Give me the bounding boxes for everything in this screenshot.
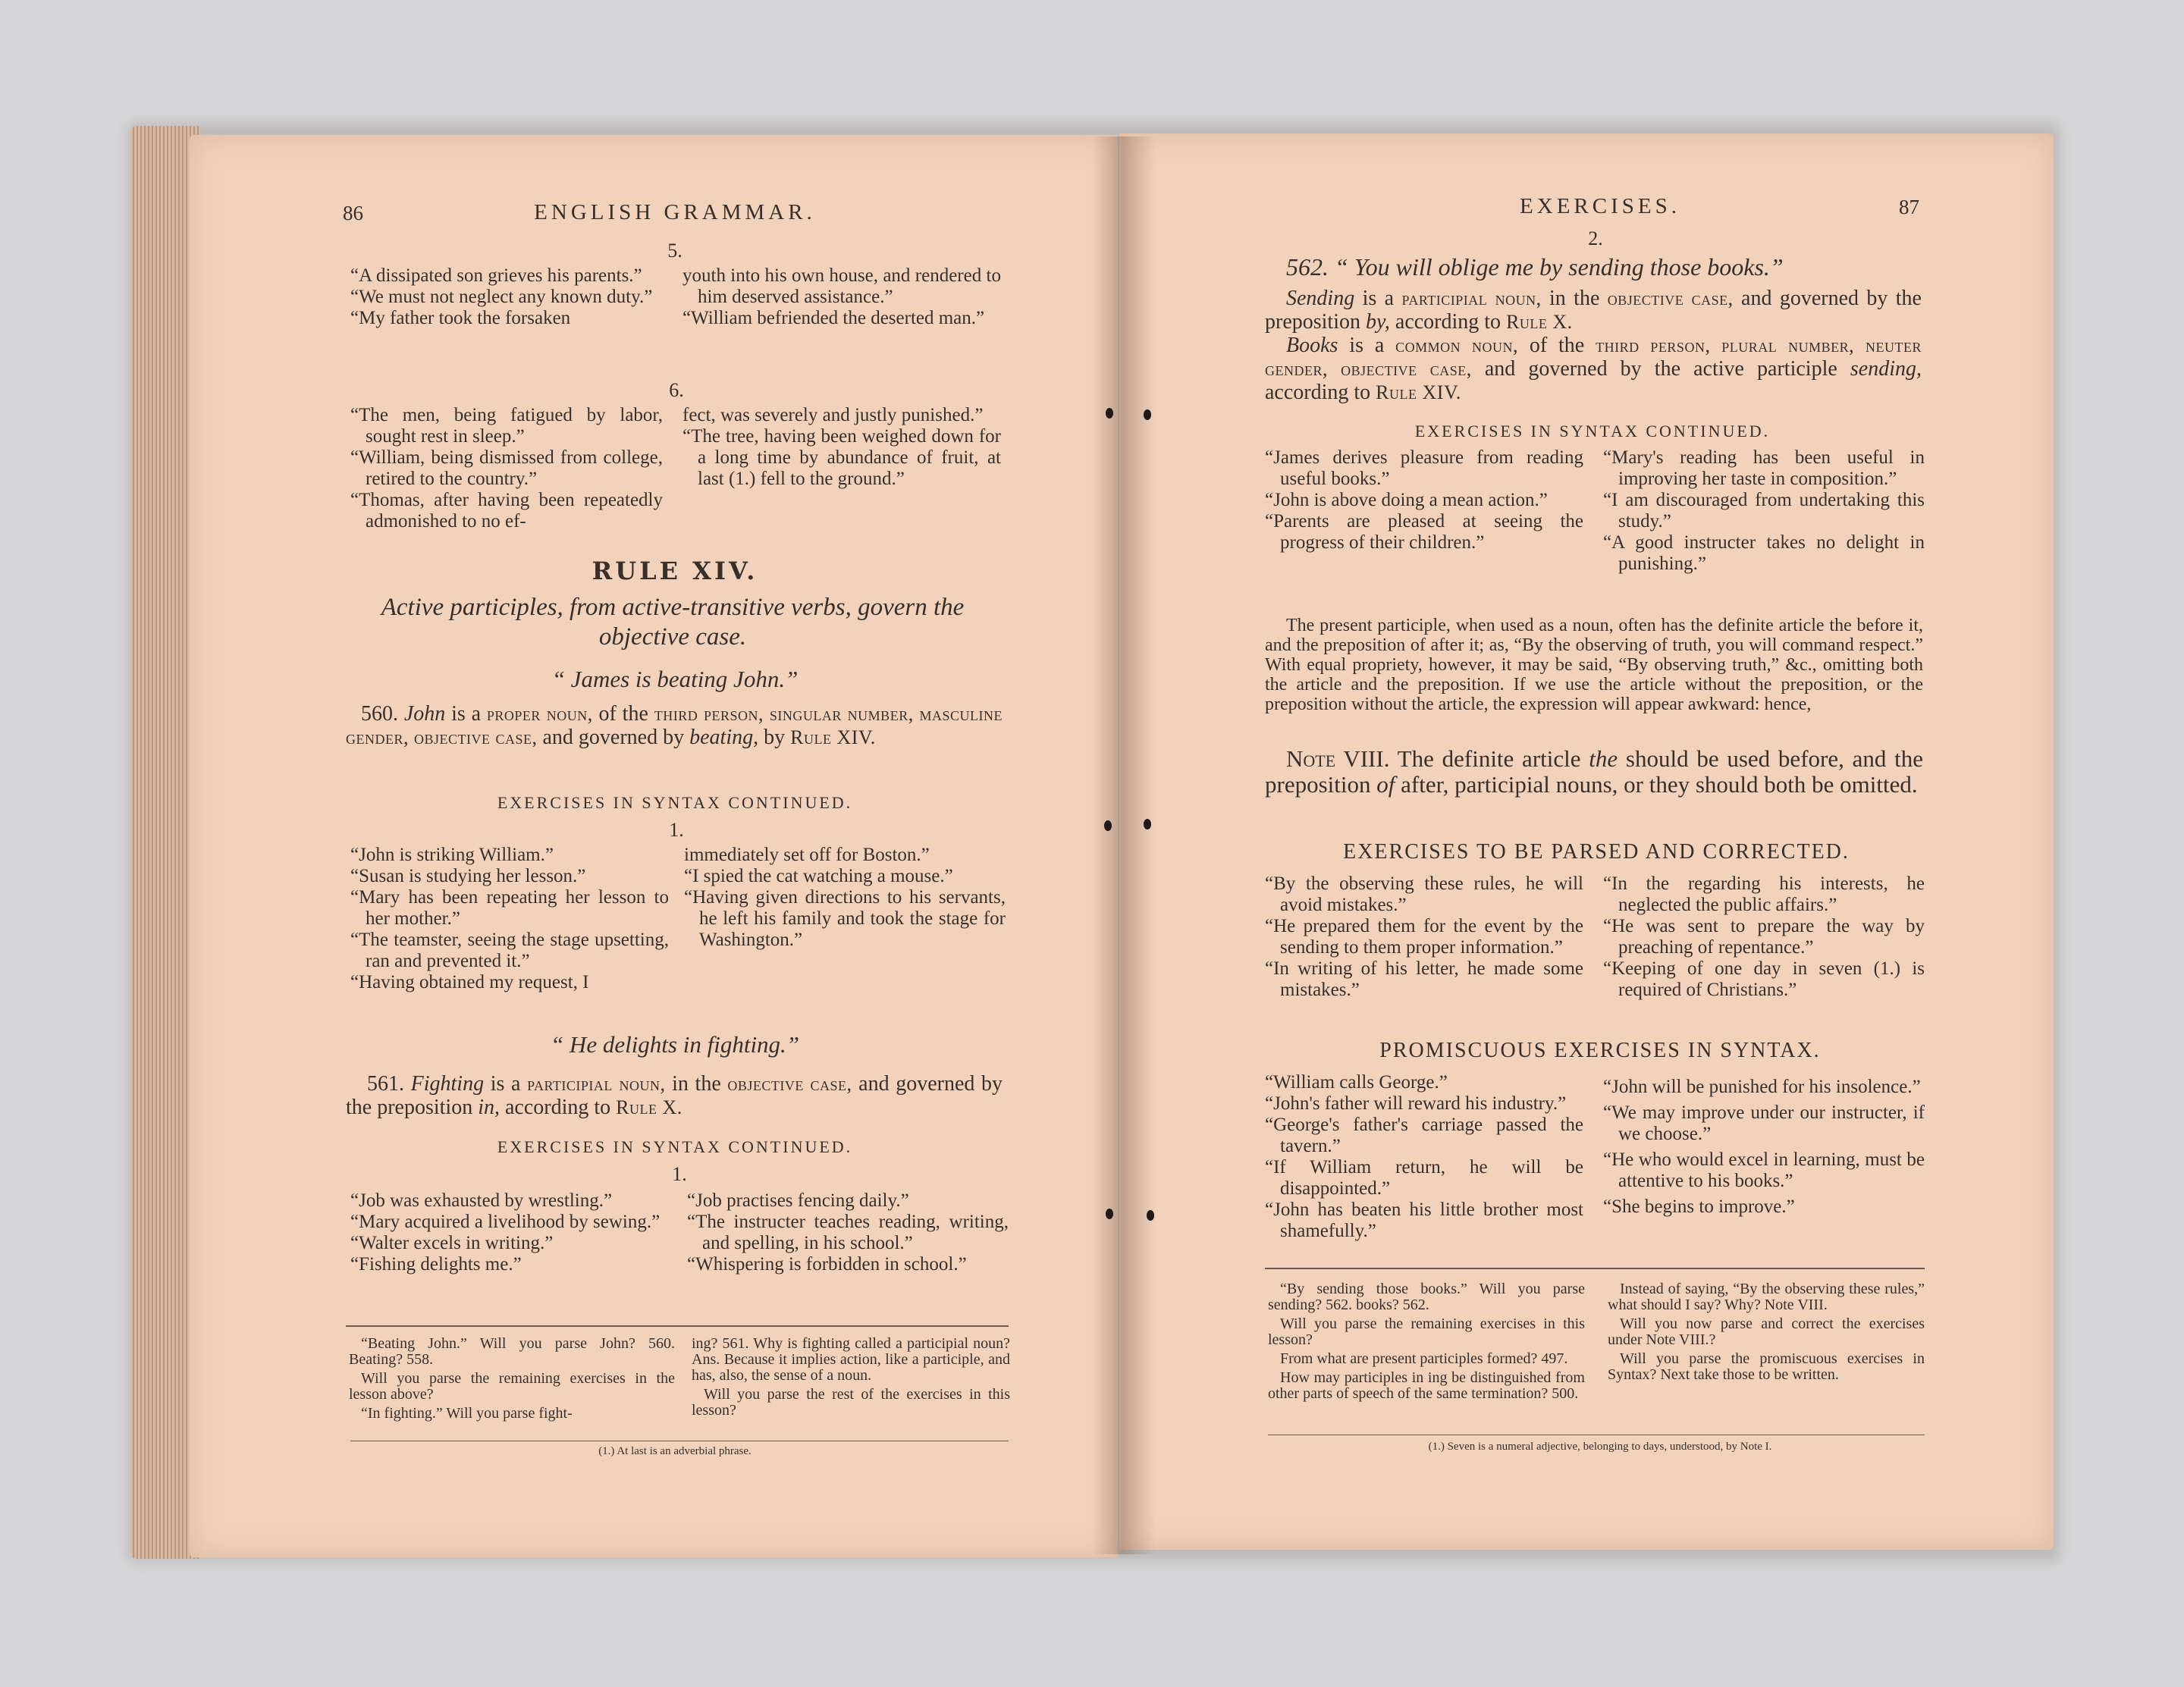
exercise-sentence: “We may improve under our instructer, if we choose.” [1603, 1102, 1925, 1144]
paragraph-number: 560. [361, 702, 398, 726]
exercise-sentence: “John's father will reward his industry.” [1265, 1093, 1567, 1114]
exercise-sentence: “My father took the forsaken [350, 308, 571, 328]
exercise-sentence: “He was sent to prepare the way by preaching of repentance.” [1603, 916, 1925, 958]
text-run: is a [1354, 287, 1402, 310]
note-viii [1265, 746, 1923, 798]
paragraph-number: 561. [367, 1072, 404, 1096]
review-question: Will you parse the promiscuous exercises in Syntax? Next take those to be written. [1608, 1350, 1925, 1383]
exercise-sentence: “Thomas, after having been repeatedly admonished to no ef- [350, 490, 663, 531]
exercise-sentence: “He who would excel in learning, must be attentive to his books.” [1603, 1149, 1925, 1191]
text-run: and governed by [537, 726, 690, 749]
exercise-sentence: “Walter excels in writing.” [350, 1233, 554, 1253]
exercise-sentence: “William befriended the deserted man.” [682, 308, 985, 328]
parsed-word: Books [1286, 334, 1338, 357]
review-questions-right [692, 1336, 1010, 1422]
exercises-heading: EXERCISES IN SYNTAX CONTINUED. [497, 793, 853, 812]
text-run: is a [1338, 334, 1396, 357]
exercise-sentence: “Mary's reading has been useful in improving her taste in composition.” [1603, 447, 1925, 489]
grammar-term: participial noun, [527, 1073, 666, 1095]
exercise-sentence: “John is striking William.” [350, 845, 554, 865]
exercise-sentence: “Mary has been repeating her lesson to her mother.” [350, 887, 669, 929]
review-question: From what are present participles formed? 497. [1280, 1350, 1568, 1367]
parsed-word: by, [1366, 310, 1390, 334]
exercise-sentence: “Susan is studying her lesson.” [350, 866, 586, 886]
exercise-sentence: “By the observing these rules, he will avoid mistakes.” [1265, 873, 1583, 915]
binding-hole [1106, 1209, 1113, 1219]
exercise-column-left [350, 1190, 669, 1275]
rule-reference: Rule XIV. [1376, 381, 1461, 403]
footnote: (1.) At last is an adverbial phrase. [598, 1445, 752, 1457]
parsing-paragraph-560 [346, 702, 1003, 749]
exercise-sentence: “Mary acquired a livelihood by sewing.” [350, 1212, 661, 1232]
text-run: is a [445, 702, 487, 726]
exercise-sentence: “If William return, he will be disappointed.” [1265, 1157, 1583, 1199]
exercise-sentence: “He prepared them for the event by the sending to them proper information.” [1265, 916, 1583, 958]
left-page-number: 86 [343, 202, 363, 224]
text-run: should be used before, and the preposition [1265, 745, 1923, 798]
exercise-column-left [350, 845, 669, 993]
group-number: 1. [669, 819, 684, 841]
text-run: according to [1265, 381, 1376, 404]
corrected-exercises-heading: EXERCISES TO BE PARSED AND CORRECTED. [1343, 840, 1850, 864]
exercise-sentence: “In writing of his letter, he made some mistakes.” [1265, 958, 1583, 1000]
section-divider [346, 1325, 1009, 1327]
review-question: “By sending those books.” Will you parse sending? 562. books? 562. [1268, 1281, 1585, 1313]
review-question: ing? 561. Why is fighting called a participial noun? Ans. Because it implies action, like a participle, and has, also, the sense of a noun. [692, 1335, 1010, 1384]
promiscuous-exercises-heading: PROMISCUOUS EXERCISES IN SYNTAX. [1379, 1039, 1821, 1062]
book-gutter [1092, 136, 1156, 1554]
text-run: and governed by the preposition [346, 1072, 1003, 1119]
exercise-column-right [684, 845, 1006, 951]
exercise-sentence: “James derives pleasure from reading useful books.” [1265, 447, 1583, 489]
grammar-term: participial noun, [1401, 287, 1542, 309]
parsing-paragraph-562a [1265, 287, 1922, 334]
review-question: Will you now parse and correct the exercises under Note VIII.? [1608, 1315, 1925, 1348]
note-label: Note VIII. [1286, 745, 1390, 772]
exercise-sentence: “In the regarding his interests, he neglected the public affairs.” [1603, 873, 1925, 915]
exercise-sentence: “The tree, having been weighed down for a long time by abundance of fruit, at last (1.) fell to the ground.” [682, 426, 1001, 489]
emphasized-word: of [1376, 771, 1395, 798]
exercise-sentence: “William, being dismissed from college, retired to the country.” [350, 447, 663, 489]
text-run: of the [592, 702, 654, 726]
text-run: and governed by the active participle [1471, 357, 1850, 381]
exercise-sentence: fect, was severely and justly punished.” [682, 405, 984, 425]
exercise-sentence: “Having obtained my request, I [350, 972, 589, 992]
text-run: of the [1517, 334, 1596, 357]
exercise-sentence: “George's father's carriage passed the tavern.” [1265, 1115, 1583, 1156]
parsed-word: beating, [689, 726, 759, 749]
exercise-sentence: “John will be punished for his insolence.” [1603, 1077, 1921, 1097]
binding-hole [1106, 408, 1113, 419]
grammar-term: third person, plural number, neuter gender, objective case, [1265, 334, 1922, 380]
binding-hole [1147, 1210, 1154, 1221]
exercise-sentence: “The instructer teaches reading, writing, and spelling, in his school.” [687, 1212, 1009, 1253]
group-number: 1. [672, 1163, 687, 1185]
text-run: by [758, 726, 791, 749]
exercise-sentence: “John is above doing a mean action.” [1265, 490, 1548, 510]
parsed-word: sending, [1850, 357, 1922, 381]
grammar-term: objective case, [727, 1073, 852, 1095]
group-number: 6. [669, 379, 684, 401]
exercise-sentence: “William calls George.” [1265, 1072, 1448, 1093]
review-question: Will you parse the remaining exercises in this lesson? [1268, 1315, 1585, 1348]
section-number: 2. [1588, 227, 1603, 249]
exercise-sentence: “We must not neglect any known duty.” [350, 287, 653, 307]
exercises-heading: EXERCISES IN SYNTAX CONTINUED. [497, 1137, 853, 1156]
exercise-column-left [350, 265, 663, 329]
exercise-column-right [682, 265, 1001, 329]
text-run: after, participial nouns, or they should both be omitted. [1395, 771, 1918, 798]
exercise-sentence: “The teamster, seeing the stage upsetting, ran and prevented it.” [350, 930, 669, 971]
exercise-column-left [1265, 1072, 1583, 1242]
exercise-sentence: immediately set off for Boston.” [684, 845, 930, 865]
review-question: Instead of saying, “By the observing these rules,” what should I say? Why? Note VIII. [1608, 1281, 1925, 1313]
exercise-column-right [682, 405, 1001, 490]
exercise-column-right [687, 1190, 1009, 1275]
binding-hole [1144, 819, 1151, 829]
exercise-sentence: “Fishing delights me.” [350, 1254, 522, 1275]
exercise-column-left [1265, 873, 1583, 1001]
review-question: “In fighting.” Will you parse fight- [361, 1405, 573, 1422]
rule-statement: Active participles, from active-transitive verbs, govern the objective case. [381, 594, 965, 651]
binding-hole [1104, 820, 1112, 831]
exercise-column-left [1265, 447, 1583, 553]
exercise-sentence: “I am discouraged from undertaking this study.” [1603, 490, 1925, 531]
grammar-term: proper noun, [486, 703, 593, 725]
parsing-paragraph-561 [346, 1072, 1003, 1119]
rule-reference: Rule X. [1506, 311, 1573, 333]
example-sentence: “ He delights in fighting.” [550, 1031, 800, 1058]
text-run: is a [484, 1072, 528, 1096]
binding-hole [1144, 409, 1151, 420]
review-questions-left [349, 1336, 675, 1425]
review-question: Will you parse the remaining exercises in the lesson above? [349, 1370, 675, 1403]
grammar-term: common noun, [1395, 334, 1518, 356]
section-divider [1265, 1268, 1925, 1269]
text-run: in the [1541, 287, 1608, 310]
review-question: How may participles in ing be distinguished from other parts of speech of the same termination? 500. [1268, 1369, 1585, 1402]
text-run: and governed by the preposition [1265, 287, 1922, 334]
exercise-sentence: “A dissipated son grieves his parents.” [350, 265, 642, 286]
exercise-column-left [350, 405, 663, 532]
review-questions-left [1268, 1281, 1585, 1405]
exercise-sentence: youth into his own house, and rendered to him deserved assistance.” [682, 265, 1001, 307]
emphasized-word: the [1589, 745, 1618, 772]
exercise-sentence: “A good instructer takes no delight in punishing.” [1603, 532, 1925, 574]
text-run: in the [665, 1072, 728, 1096]
exercises-heading: EXERCISES IN SYNTAX CONTINUED. [1414, 422, 1771, 441]
exercise-column-right [1603, 1072, 1925, 1218]
exercise-sentence: “Having given directions to his servants, he left his family and took the stage for Washington.” [684, 887, 1006, 950]
exercise-sentence: “I spied the cat watching a mouse.” [684, 866, 953, 886]
grammar-term: objective case, [1607, 287, 1734, 309]
rule-title: RULE XIV. [592, 557, 758, 585]
parsed-word: in, [478, 1096, 500, 1119]
exercise-sentence: “Whispering is forbidden in school.” [687, 1254, 967, 1275]
right-page-number: 87 [1899, 196, 1919, 218]
participle-explanation: The present participle, when used as a noun, often has the definite article the before it, and the preposition of after it; as, “By the observing of truth, you will command respect.” With equal propriety, however, it may be said, “By observing truth,” &c., omitting both the article and the preposition. If we use the article without the preposition, or the preposition without the article, the expression will appear awkward: hence, [1265, 616, 1923, 714]
exercise-column-right [1603, 447, 1925, 575]
parsing-paragraph-562b [1265, 334, 1922, 404]
example-sentence: 562. “ You will oblige me by sending those books.” [1286, 253, 1784, 281]
text-run: The definite article [1389, 745, 1589, 772]
parsed-word: Fighting [410, 1072, 485, 1096]
exercise-sentence: “The men, being fatigued by labor, sought rest in sleep.” [350, 405, 663, 447]
rule-reference: Rule XIV. [790, 726, 876, 748]
footnote: (1.) Seven is a numeral adjective, belonging to days, understood, by Note I. [1428, 1441, 1772, 1453]
exercise-column-right [1603, 873, 1925, 1001]
parsed-word: Sending [1286, 287, 1355, 310]
exercise-sentence: “Job was exhausted by wrestling.” [350, 1190, 613, 1211]
review-question: “Beating John.” Will you parse John? 560. Beating? 558. [349, 1335, 675, 1368]
exercise-sentence: “Job practises fencing daily.” [687, 1190, 909, 1211]
example-sentence: “ James is beating John.” [551, 666, 799, 692]
exercise-sentence: “She begins to improve.” [1603, 1196, 1795, 1217]
exercise-sentence: “John has beaten his little brother most shamefully.” [1265, 1199, 1583, 1241]
left-running-head: ENGLISH GRAMMAR. [534, 200, 816, 224]
text-run: according to [499, 1096, 617, 1119]
group-number: 5. [667, 240, 682, 262]
text-run: according to [1389, 310, 1507, 334]
grammar-term: third person, singular number, masculine gender, objective case, [346, 703, 1003, 748]
parsed-word: John [403, 702, 446, 726]
rule-reference: Rule X. [616, 1096, 682, 1118]
review-questions-right [1608, 1281, 1925, 1386]
review-question: Will you parse the rest of the exercises in this lesson? [692, 1386, 1010, 1419]
right-running-head: EXERCISES. [1520, 194, 1680, 218]
exercise-sentence: “Parents are pleased at seeing the progress of their children.” [1265, 511, 1583, 553]
exercise-sentence: “Keeping of one day in seven (1.) is required of Christians.” [1603, 958, 1925, 1000]
